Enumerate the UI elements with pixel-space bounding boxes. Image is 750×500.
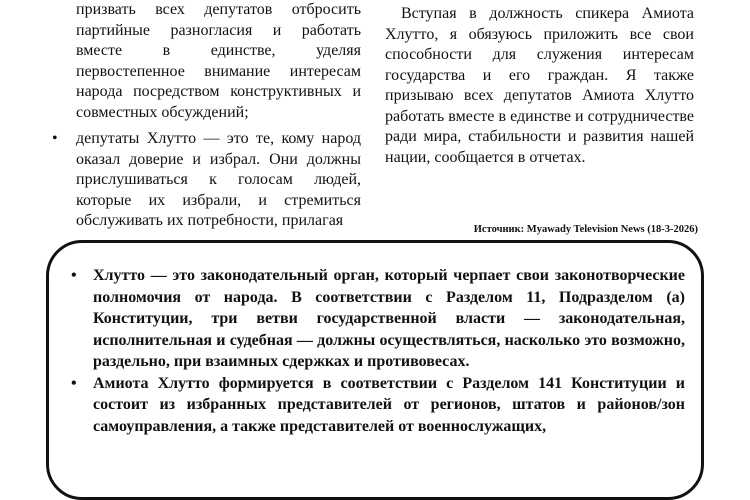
right-column-paragraph: Вступая в должность спикера Амиота Хлутто, я обязуюсь приложить все свои способности для служения интересам государства и его граждан. Я также призываю всех депутатов Амиота Хлутто работать вместе в единстве и сотрудничестве ради мира, стабильности и развития нашей нации, сообщается в отчетах. bbox=[385, 5, 694, 166]
list-item: • депутаты Хлутто — это те, кому народ оказал доверие и избрал. Они должны прислушиваться к голосам людей, которые их избрали, и стремиться обслуживать их потребности, прилагая bbox=[52, 129, 361, 232]
list-item: • Хлутто — это законодательный орган, который черпает свои законотворческие полномочия от народа. В соответствии с Разделом 11, Подразделом (а) Конституции, три ветви государственной власти — законодательная, исполнительная и судебная — должны осуществляться, насколько это возможно, раздельно, при взаимных сдержках и противовесах. bbox=[67, 265, 685, 373]
source-caption: Источник: Myawady Television News (18-3-2026) bbox=[473, 224, 698, 235]
left-column bbox=[52, 0, 361, 232]
info-box bbox=[46, 240, 704, 500]
info-box-list bbox=[67, 265, 685, 437]
list-item: • Амиота Хлутто формируется в соответствии с Разделом 141 Конституции и состоит из избранных представителей от регионов, штатов и районов/зон самоуправления, а также представителей от военнослужащих, bbox=[67, 373, 685, 438]
left-bullet-list bbox=[52, 0, 361, 232]
list-item: призвать всех депутатов отбросить партийные разногласия и работать вместе в единстве, уделяя первостепенное внимание интересам народа посредством конструктивных и совместных обсуждений; bbox=[76, 1, 361, 121]
